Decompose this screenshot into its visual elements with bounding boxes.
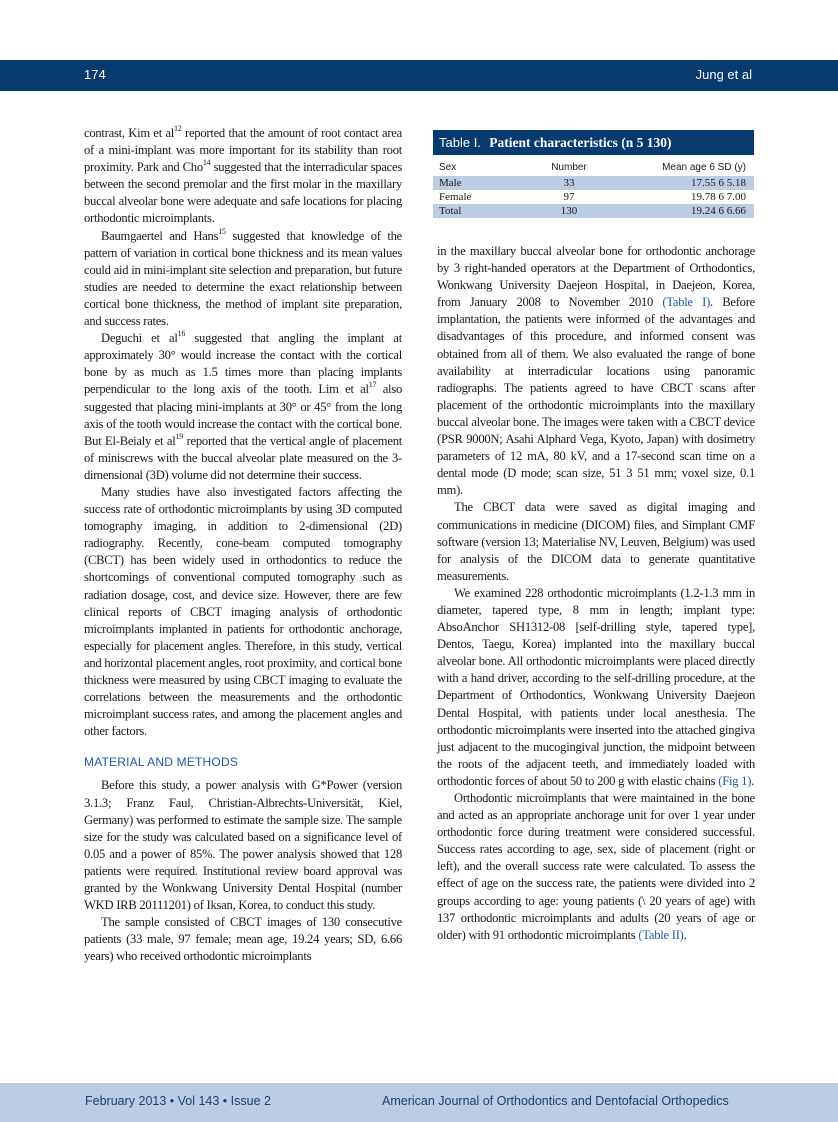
journal-name: American Journal of Orthodontics and Dentofacial Orthopedics [382,1094,729,1108]
table-title-bar [433,130,754,155]
text-run: Many studies have also investigated factors affecting the success rate of orthodontic microimplants by using 3D computed tomography imaging, in addition to 2-dimensional (2D) radiography. Recently, cone-beam computed tomography (CBCT) has been widely used in orthodontics to reduce the shortcomings of conventional computed tomography such as radiation dosage, cost, and device size. However, there are few clinical reports of CBCT imaging analysis of orthodontic microimplants implanted in patients for orthodontic anchorage, especially for placement angles. Therefore, in this study, vertical and horizontal placement angles, root proximity, and cortical bone thickness were measured by using CBCT imaging to evaluate the correlations between the measurements and the orthodontic microimplant success rates, and among the placement angles and other factors. [84,484,402,739]
table-cell: Total [439,205,462,217]
text-run: in the maxillary buccal alveolar bone for orthodontic anchorage by 3 right-handed operators at the Department of Orthodontics, Wonkwang University Daejeon Hospital, in Daejeon, Korea, from January 2008 to November 2010 [437,244,755,310]
paragraph [84,484,402,740]
table-row [433,190,754,204]
cross-reference-link[interactable]: (Table I) [662,295,711,310]
text-run: Deguchi et al [101,331,178,346]
paragraph [437,585,755,790]
text-run: suggested that knowledge of the pattern of variation in cortical bone thickness and its mean values could aid in mini-implant site selection and preparation, but future studies are needed to determine the exact relationship between cortical bone thickness, the method of implant site preparation, and success rates. [84,228,402,329]
text-run: reported that the vertical angle of placement of miniscrews with the buccal alveolar plate measured on the 3-dimensional (3D) volume did not determine their success. [84,433,402,482]
table-cell: 33 [563,177,575,189]
citation-superscript: 19 [175,431,183,441]
running-head: Jung et al [695,67,752,82]
text-run: suggested that the interradicular spaces between the second premolar and the first molar in the maxillary buccal alveolar bone were adequate and safe locations for placing orthodontic microimplants. [84,160,403,226]
text-run: . Before implantation, the patients were informed of the advantages and disadvantages of this procedure, and informed consent was obtained from all of them. We also evaluated the range of bone availability at interradicular locations using panoramic radiographs. The patients agreed to have CBCT scans after placement of the orthodontic microimplants into the maxillary buccal alveolar bone. The images were taken with a CBCT device (PSR 9000N; Asahi Alphard Vega, Kyoto, Japan) with dosimetry parameters of 12 mA, 80 kV, and a 17-second scan time on a dental mode (D mode; scan size, 51 3 51 mm; voxel size, 0.1 mm). [437,295,755,498]
citation-superscript: 16 [177,329,186,339]
text-run: . [751,773,755,788]
column-header: Mean age 6 SD (y) [662,162,746,173]
paragraph [437,243,755,499]
table-label: Table I. [439,135,481,150]
paragraph [84,125,402,228]
text-run: Orthodontic microimplants that were maintained in the bone and acted as an appropriate anchorage unit for over 1 year under orthodontic force during treatment were considered successful. Success rates according to age, sex, side of placement (right or left), and the overall success rate were calculated. To assess the effect of age on the success rate, the patients were divided into 2 groups according to age: young patients (\ 20 years of age) with 137 orthodontic microimplants and adults (20 years of age or older) with 91 orthodontic microimplants [437,791,755,942]
table-cell: 130 [560,205,578,217]
issue-info: February 2013 • Vol 143 • Issue 2 [85,1094,271,1108]
column-header: Sex [439,162,457,173]
table-row [433,204,754,218]
text-run: Baumgaertel and Hans [101,228,219,243]
citation-superscript: 17 [368,380,377,390]
citation-superscript: 15 [218,226,226,236]
paragraph [437,790,755,944]
section-heading: MATERIAL AND METHODS [84,755,239,770]
right-column [437,243,755,944]
text-run: suggested that angling the implant at approximately 30° would increase the contact with the cortical bone by as much as 1.5 times more than placing implants perpendicular to the long axis of the tooth. Lim et al [84,331,402,397]
table-cell: 97 [563,191,575,203]
table-cell: Male [439,177,462,189]
text-run: The CBCT data were saved as digital imaging and communications in medicine (DICOM) files, and Simplant CMF software (version 13; Materialise NV, Leuven, Belgium) was used for analysis of the DICOM data to generate quantitative measurements. [437,500,755,583]
paragraph [84,914,402,965]
citation-superscript: 12 [174,124,182,133]
cross-reference-link[interactable]: (Table II) [638,927,684,942]
paragraph [84,777,402,914]
text-run: also suggested that placing mini-implants at 30° or 45° from the long axis of the tooth would increase the contact with the cortical bone. But El-Beialy et al [84,382,402,448]
text-run: . [683,927,687,942]
page-number: 174 [84,67,106,82]
table-cell: 17.55 6 5.18 [691,177,746,189]
table-cell: 19.24 6 6.66 [691,205,746,217]
table-row [433,176,754,190]
table-title: Patient characteristics (n 5 130) [489,135,672,150]
citation-superscript: 14 [202,158,211,168]
patient-characteristics-table [433,130,754,218]
paragraph [437,499,755,584]
page-footer [0,1083,838,1122]
text-run: contrast, Kim et al [84,126,175,140]
paragraph [84,330,402,484]
text-run: reported that the amount of root contact area of a mini-implant was more important for its stability than root proximity. Park and Cho [84,126,402,175]
column-header: Number [551,162,587,173]
left-column [84,125,402,966]
paragraph [84,228,402,331]
page-header [0,60,838,91]
table-cell: 19.78 6 7.00 [691,191,746,203]
text-run: Before this study, a power analysis with G*Power (version 3.1.3; Franz Faul, Christian-Albrechts-Universität, Kiel, Germany) was performed to estimate the sample size. The sample size for the study was calculated based on a significance level of 0.05 and a power of 85%. The power analysis showed that 128 patients were required. Institutional review board approval was granted by the Wonkwang University Dental Hospital (number WKD IRB 20111201) of Iksan, Korea, to conduct this study. [84,778,402,913]
text-run: We examined 228 orthodontic microimplants (1.2-1.3 mm in diameter, tapered type, 8 mm in length; implant type: AbsoAnchor SH1312-08 [self-drilling style, tapered type], Dentos, Taegu, Korea) implanted into the maxillary buccal alveolar bone. All orthodontic microimplants were placed directly with a hand driver, according to the self-drilling procedure, at the Department of Orthodontics, Wonkwang University Daejeon Dental Hospital, with patients under local anesthesia. The orthodontic microimplants were inserted into the attached gingiva just adjacent to the mucogingival junction, the midpoint between the roots of the adjacent teeth, and immediately loaded with orthodontic forces of about 50 to 200 g with elastic chains [437,585,755,788]
text-run: The sample consisted of CBCT images of 130 consecutive patients (33 male, 97 female; mean age, 19.24 years; SD, 6.66 years) who received orthodontic microimplants [84,915,402,964]
table-header-row [433,160,754,176]
table-cell: Female [439,191,472,203]
cross-reference-link[interactable]: (Fig 1) [718,773,752,788]
